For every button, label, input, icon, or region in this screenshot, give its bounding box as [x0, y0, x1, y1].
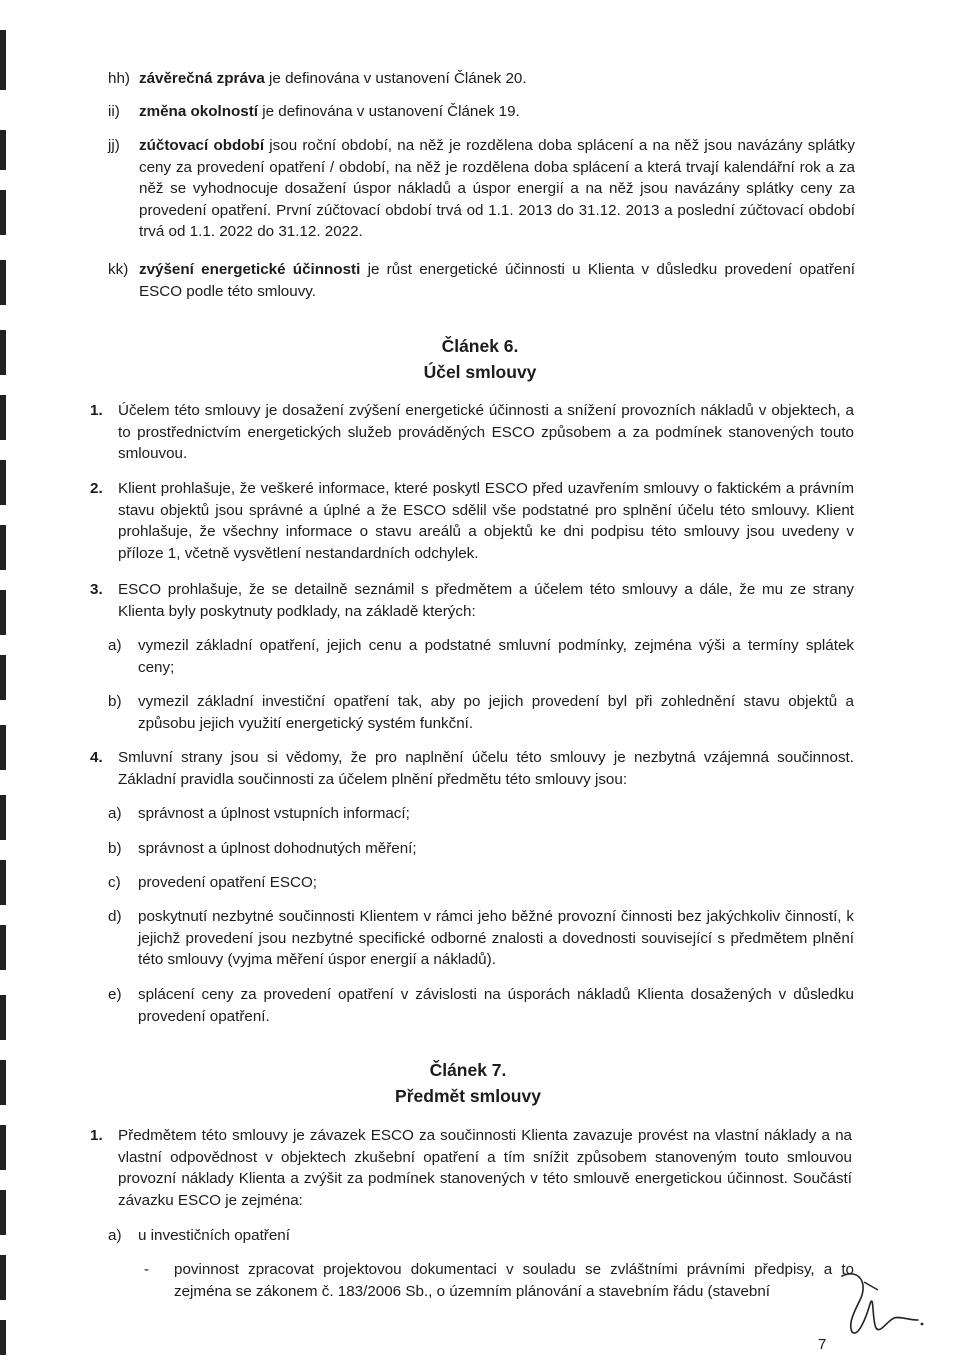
clause-number: 1. — [90, 1127, 103, 1144]
clause-4-item-a: správnost a úplnost vstupních informací; — [138, 805, 410, 822]
signature-initials — [838, 1262, 928, 1342]
clause-number: 3. — [90, 581, 103, 598]
clause-3-item-b: vymezil základní investiční opatření tak, aby po jejich provedení byl při zohlednění stavu objektů a způsobu jejich využití energetický systém funkční. — [138, 693, 854, 732]
article-6-clause-1: Účelem této smlouvy je dosažení zvýšení energetické účinnosti a snížení provozních nákladů v objektech, a to prostřednictvím energetických služeb prováděných ESCO způsobem a za podmínek stanovených touto smlouvou. — [118, 402, 854, 462]
clause-4-item-c: provedení opatření ESCO; — [138, 874, 317, 891]
def-text: je definována v ustanovení Článek 20. — [264, 70, 527, 87]
clause-number: 4. — [90, 749, 103, 766]
clause-4-item-e: splácení ceny za provedení opatření v závislosti na úsporách nákladů Klienta dosažených v důsledku provedení opatření. — [138, 986, 854, 1025]
def-term: změna okolností — [139, 103, 258, 120]
clause-1-item-a: u investičních opatření — [138, 1227, 290, 1244]
def-label: kk) — [108, 261, 129, 278]
clause-4-item-d: poskytnutí nezbytné součinnosti Klientem v rámci jeho běžné provozní činnosti bez jakýchkoliv činností, k jejichž provedení jsou nezbytné specifické odborné znalosti a dovednosti související s předmětem plnění této smlouvy (vyjma měření úspor energií a nákladů). — [138, 908, 854, 968]
def-label: ii) — [108, 103, 120, 120]
def-label: hh) — [108, 70, 130, 87]
article-7-title: Předmět smlouvy — [395, 1086, 541, 1106]
def-text: jsou roční období, na něž je rozdělena doba splácení a na něž jsou navázány splátky ceny za provedení opatření / období, na něž je rozdělena doba splácení a která trvají kalendářní rok a za něž se vyhodnocuje dosažení úspor nákladů a úspor energií a na něž jsou navázány splátky ceny za provedení opatření. První zúčtovací období trvá od 1.1. 2013 do 31.12. 2013 a poslední zúčtovací období trvá od 1.1. 2022 do 31.12. 2022. — [139, 137, 855, 240]
item-label: c) — [108, 874, 121, 891]
item-label: b) — [108, 840, 122, 857]
def-term: zúčtovací období — [139, 137, 265, 154]
item-label: a) — [108, 1227, 122, 1244]
item-label: d) — [108, 908, 122, 925]
article-7-clause-1: Předmětem této smlouvy je závazek ESCO za součinnosti Klienta zavazuje provést na vlastní náklady a na vlastní odpovědnost v objektech zkušební opatření a tím snížit způsobem stanoveným touto smlouvou provozní náklady Klienta a zvýšit za podmínek stanovených v této smlouvě energetickou účinnost. Součástí závazku ESCO je zejména: — [118, 1127, 852, 1209]
def-label: jj) — [108, 137, 120, 154]
article-6-clause-2: Klient prohlašuje, že veškeré informace, které poskytl ESCO před uzavřením smlouvy o faktickém a právním stavu objektů jsou správné a úplné a že ESCO sdělil vše podstatné pro splnění účelu této smlouvy. Klient prohlašuje, že všechny informace o stavu areálů a objektů ke dni podpisu této smlouvy jsou uvedeny v příloze 1, včetně vysvětlení nestandardních odchylek. — [118, 480, 854, 562]
item-label: e) — [108, 986, 122, 1003]
clause-1-item-a-dash: povinnost zpracovat projektovou dokumentaci v souladu se zvláštními právními předpisy, a to zejména se zákonem č. 183/2006 Sb., o územním plánování a stavebním řádu (stavební — [174, 1261, 854, 1300]
def-text: je růst energetické účinnosti u Klienta v důsledku provedení opatření ESCO podle této smlouvy. — [139, 261, 855, 300]
dash-mark: - — [144, 1261, 150, 1278]
def-term: závěrečná zpráva — [139, 70, 265, 87]
clause-number: 1. — [90, 402, 103, 419]
item-label: a) — [108, 805, 122, 822]
article-6-title: Účel smlouvy — [423, 362, 537, 382]
article-6-clause-3: ESCO prohlašuje, že se detailně seznámil s předmětem a účelem této smlouvy a dále, že mu ze strany Klienta byly poskytnuty podklady, na základě kterých: — [118, 581, 854, 620]
def-text: je definována v ustanovení Článek 19. — [258, 103, 520, 120]
clause-number: 2. — [90, 480, 103, 497]
item-label: a) — [108, 637, 122, 654]
clause-3-item-a: vymezil základní opatření, jejich cenu a podstatné smluvní podmínky, zejména výši a termíny splátek ceny; — [138, 637, 854, 676]
page-number: 7 — [818, 1336, 827, 1353]
scan-edge-marks — [0, 0, 12, 1361]
article-7-number: Článek 7. — [429, 1060, 507, 1080]
clause-4-item-b: správnost a úplnost dohodnutých měření; — [138, 840, 417, 857]
article-6-clause-4: Smluvní strany jsou si vědomy, že pro naplnění účelu této smlouvy je nezbytná vzájemná součinnost. Základní pravidla součinnosti za účelem plnění předmětu této smlouvy jsou: — [118, 749, 854, 788]
def-term: zvýšení energetické účinnosti — [139, 261, 361, 278]
item-label: b) — [108, 693, 122, 710]
article-6-number: Článek 6. — [441, 336, 519, 356]
